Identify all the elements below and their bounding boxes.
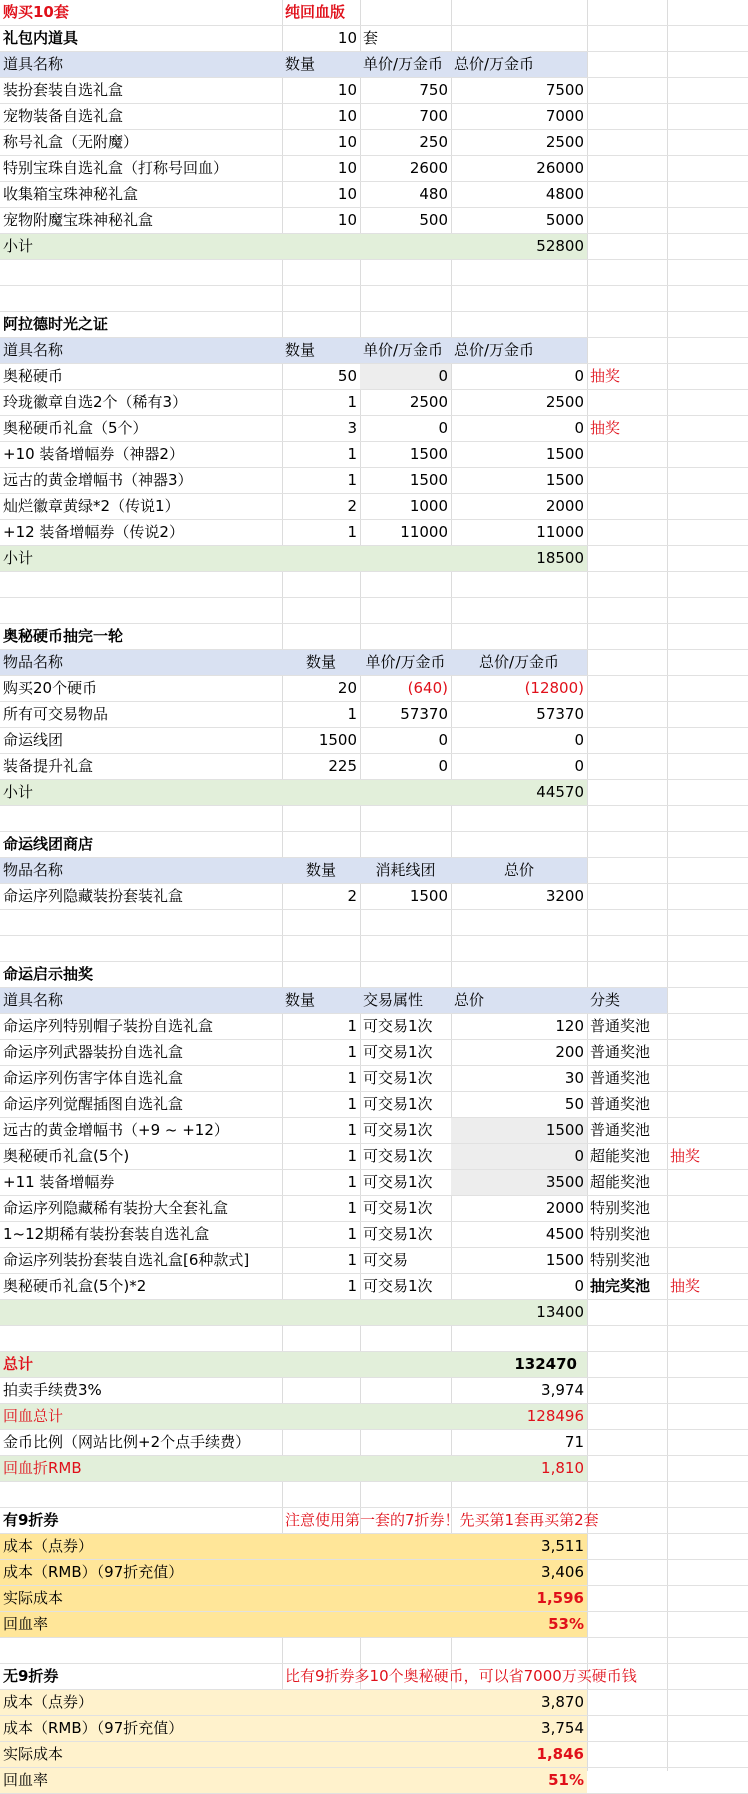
table-row [0,1066,748,1092]
cell[interactable]: 3,974 [541,1381,584,1399]
table-row [0,1196,748,1222]
cell[interactable]: 3,870 [541,1693,584,1711]
table-row [0,1222,748,1248]
cell[interactable]: 奥秘硬币礼盒(5个)*2 [3,1277,147,1295]
cell[interactable]: 数量 [285,341,316,359]
cell[interactable]: 命运序列隐藏稀有装扮大全套礼盒 [3,1199,229,1217]
table-row [0,390,748,416]
cell[interactable]: 回血总计 [3,1407,64,1425]
cell[interactable]: 回血折RMB [3,1459,82,1477]
cell[interactable]: 7000 [545,107,584,125]
cell[interactable]: 2000 [545,497,584,515]
cell[interactable]: 2000 [545,1199,584,1217]
cell[interactable]: 命运序列武器装扮自选礼盒 [3,1043,184,1061]
cell[interactable]: 购买10套 [3,3,69,21]
cell[interactable]: 普通奖池 [590,1095,651,1113]
coupon-row [0,1560,748,1586]
cell[interactable]: 可交易1次 [363,1173,433,1191]
cell[interactable]: 1 [347,523,357,541]
cell[interactable]: 交易属性 [363,991,424,1009]
section-title-row [0,832,748,858]
cell[interactable]: 普通奖池 [590,1069,651,1087]
table-row [0,416,748,442]
cell[interactable]: 命运线团 [3,731,64,749]
cell[interactable]: 购买20个硬币 [3,679,98,697]
cell[interactable]: 3500 [545,1173,584,1191]
cell[interactable]: 远古的黄金增幅书（神器3） [3,471,193,489]
cell[interactable]: 回血率 [3,1771,49,1789]
cell[interactable]: 成本（RMB）（97折充值） [3,1719,184,1737]
cell[interactable]: 1000 [409,497,448,515]
cell[interactable]: 物品名称 [3,653,64,671]
cell[interactable]: 750 [419,81,448,99]
table-header-row [0,338,748,364]
blank-row [0,1326,748,1352]
cell[interactable]: 26000 [536,159,584,177]
cell[interactable]: 消耗线团 [375,861,436,879]
cell[interactable]: 0 [574,757,584,775]
cell[interactable]: 1,596 [536,1589,584,1607]
cell[interactable]: 500 [419,211,448,229]
cell[interactable]: 宠物装备自选礼盒 [3,107,124,125]
table-row [0,208,748,234]
cell[interactable]: 命运序列觉醒插图自选礼盒 [3,1095,184,1113]
table-row [0,1014,748,1040]
cell[interactable]: 1 [347,445,357,463]
cell[interactable]: 普通奖池 [590,1017,651,1035]
table-header-row [0,858,748,884]
table-row [0,676,748,702]
blank-row [0,572,748,598]
cell[interactable]: 3,406 [541,1563,584,1581]
cell[interactable]: 总价/万金币 [454,341,535,359]
section-title-row [0,312,748,338]
table-row [0,78,748,104]
cell[interactable]: 特别奖池 [590,1199,651,1217]
cell[interactable]: 50 [337,367,357,385]
cell[interactable]: +10 装备增幅券（神器2） [3,445,184,463]
cell[interactable]: 数量 [305,653,336,671]
cell[interactable]: 1 [347,1017,357,1035]
cell[interactable]: 20 [337,679,357,697]
coupon-row [0,1716,748,1742]
coupon-row [0,1690,748,1716]
cell[interactable]: 奥秘硬币礼盒(5个) [3,1147,130,1165]
cell[interactable]: 128496 [526,1407,584,1425]
cell[interactable]: 120 [555,1017,584,1035]
section-title-row [0,26,748,52]
cell[interactable]: 1500 [409,445,448,463]
subtotal-row [0,1300,748,1326]
cell[interactable]: 抽奖 [670,1277,701,1295]
cell[interactable]: 2 [347,497,357,515]
cell[interactable]: 总价 [503,861,534,879]
cell[interactable]: 250 [419,133,448,151]
title-row [0,0,748,26]
summary-total-row [0,1352,748,1378]
cell[interactable]: 超能奖池 [590,1147,651,1165]
cell[interactable]: 单价/万金币 [363,341,444,359]
cell[interactable]: 53% [548,1615,584,1633]
cell[interactable]: 可交易1次 [363,1017,433,1035]
cell[interactable]: 总价 [454,991,485,1009]
cell[interactable]: 51% [548,1771,584,1789]
cell[interactable]: 总价/万金币 [478,653,560,671]
cell[interactable]: 数量 [285,991,316,1009]
cell[interactable]: 抽奖 [590,419,621,437]
section-title-row [0,624,748,650]
table-row [0,468,748,494]
cell[interactable]: 小计 [3,237,34,255]
cell[interactable]: 71 [564,1433,584,1451]
cell[interactable]: 700 [419,107,448,125]
cell[interactable]: 10 [337,81,357,99]
cell[interactable]: 2500 [545,133,584,151]
table-row [0,702,748,728]
cell[interactable]: 无9折券 [3,1667,59,1685]
cell[interactable]: 命运序列装扮套装自选礼盒[6种款式] [3,1251,250,1269]
cell[interactable]: 10 [337,185,357,203]
cell[interactable]: 0 [574,367,584,385]
cell[interactable]: 200 [555,1043,584,1061]
cell[interactable]: 特别奖池 [590,1251,651,1269]
cell[interactable]: 普通奖池 [590,1121,651,1139]
cell[interactable]: 1 [347,705,357,723]
cell[interactable]: 57370 [400,705,448,723]
cell[interactable]: 总价/万金币 [454,55,535,73]
blank-row [0,286,748,312]
cell[interactable]: 道具名称 [3,991,64,1009]
cell[interactable]: 1 [347,1147,357,1165]
cell[interactable]: 道具名称 [3,341,64,359]
cell[interactable]: 0 [574,1147,584,1165]
cell[interactable]: 装备提升礼盒 [3,757,94,775]
cell[interactable]: 阿拉德时光之证 [3,315,109,333]
cell[interactable]: 抽奖 [590,367,621,385]
cell[interactable]: (12800) [524,679,584,697]
cell[interactable]: 44570 [536,783,584,801]
table-row [0,520,748,546]
cell[interactable]: 成本（点券） [3,1693,94,1711]
cell[interactable]: 奥秘硬币礼盒（5个） [3,419,148,437]
cell[interactable]: 1500 [545,1251,584,1269]
cell[interactable]: 1500 [545,471,584,489]
table-row [0,156,748,182]
cell[interactable]: 5000 [545,211,584,229]
subtotal-row [0,780,748,806]
cell[interactable]: 1 [347,393,357,411]
subtotal-row [0,234,748,260]
cell[interactable]: 可交易1次 [363,1225,433,1243]
blank-row [0,1482,748,1508]
coupon-row [0,1586,748,1612]
cell[interactable]: 实际成本 [3,1745,64,1763]
summary-row [0,1430,748,1456]
cell[interactable]: +12 装备增幅券（传说2） [3,523,184,541]
cell[interactable]: 成本（点券） [3,1537,94,1555]
cell[interactable]: 玲珑徽章自选2个（稀有3） [3,393,188,411]
cell[interactable]: 2600 [409,159,448,177]
cell[interactable]: 1 [347,1199,357,1217]
cell[interactable]: 小计 [3,783,34,801]
cell[interactable]: 1 [347,1225,357,1243]
table-row [0,1118,748,1144]
cell[interactable]: 装扮套装自选礼盒 [3,81,124,99]
cell[interactable]: 0 [574,419,584,437]
cell[interactable]: 物品名称 [3,861,64,879]
cell[interactable]: 普通奖池 [590,1043,651,1061]
cell[interactable]: 1 [347,1173,357,1191]
cell[interactable]: 金币比例（网站比例+2个点手续费） [3,1433,251,1451]
section-title-row [0,962,748,988]
cell[interactable]: 奥秘硬币 [3,367,64,385]
cell[interactable]: 1,810 [541,1459,584,1477]
cell[interactable]: 3200 [545,887,584,905]
cell[interactable]: 远古的黄金增幅书（+9 ~ +12） [3,1121,229,1139]
cell[interactable]: 1 [347,1095,357,1113]
cell[interactable]: 225 [328,757,357,775]
cell[interactable]: 有9折券 [3,1511,59,1529]
cell[interactable]: 3,511 [541,1537,584,1555]
cell[interactable]: 命运序列隐藏装扮套装礼盒 [3,887,184,905]
cell[interactable]: 实际成本 [3,1589,64,1607]
cell[interactable]: 10 [337,159,357,177]
cell[interactable]: 11000 [536,523,584,541]
cell[interactable]: +11 装备增幅券 [3,1173,115,1191]
cell[interactable]: 1500 [409,887,448,905]
cell[interactable]: 13400 [536,1303,584,1321]
cell[interactable]: 0 [438,367,448,385]
cell[interactable]: 0 [574,1277,584,1295]
cell[interactable]: 命运序列特别帽子装扮自选礼盒 [3,1017,214,1035]
cell[interactable]: 命运启示抽奖 [3,965,94,983]
coupon-title-row [0,1664,748,1690]
cell[interactable]: 礼包内道具 [3,29,79,47]
cell[interactable]: 可交易1次 [363,1121,433,1139]
cell[interactable]: 回血率 [3,1615,49,1633]
cell[interactable]: 57370 [536,705,584,723]
blank-row [0,598,748,624]
summary-row [0,1456,748,1482]
blank-row [0,1638,748,1664]
cell[interactable]: 所有可交易物品 [3,705,109,723]
cell[interactable]: 52800 [536,237,584,255]
cell[interactable]: 4500 [545,1225,584,1243]
blank-row [0,936,748,962]
blank-row [0,260,748,286]
coupon-row [0,1742,748,1768]
cell[interactable]: 宠物附魔宝珠神秘礼盒 [3,211,154,229]
cell[interactable]: 可交易1次 [363,1069,433,1087]
cell[interactable]: 奥秘硬币抽完一轮 [3,627,124,645]
cell[interactable]: 数量 [285,55,316,73]
cell[interactable]: 特别奖池 [590,1225,651,1243]
cell[interactable]: 1 [347,1251,357,1269]
cell[interactable]: 1500 [318,731,357,749]
cell[interactable]: (640) [407,679,448,697]
cell[interactable]: 3,754 [541,1719,584,1737]
table-row [0,1170,748,1196]
table-row [0,442,748,468]
cell[interactable]: 1500 [409,471,448,489]
coupon-row [0,1612,748,1638]
cell[interactable]: 拍卖手续费3% [3,1381,102,1399]
table-row [0,728,748,754]
cell[interactable]: 50 [564,1095,584,1113]
cell[interactable]: 称号礼盒（无附魔） [3,133,139,151]
cell[interactable]: 灿烂徽章黄绿*2（传说1） [3,497,180,515]
table-header-row [0,650,748,676]
table-row [0,1092,748,1118]
table-row [0,1040,748,1066]
cell[interactable]: 可交易1次 [363,1043,433,1061]
cell[interactable]: 分类 [590,991,621,1009]
blank-row [0,806,748,832]
cell[interactable]: 10 [337,133,357,151]
cell[interactable]: 0 [574,731,584,749]
cell[interactable]: 132470 [514,1355,577,1373]
cell[interactable]: 总计 [3,1355,34,1373]
cell[interactable]: 7500 [545,81,584,99]
cell[interactable]: 480 [419,185,448,203]
table-row [0,1144,748,1170]
table-row [0,1248,748,1274]
table-row [0,754,748,780]
cell[interactable]: 1,846 [536,1745,584,1763]
cell[interactable]: 1 [347,1069,357,1087]
cell[interactable]: 11000 [400,523,448,541]
cell[interactable]: 可交易 [363,1251,409,1269]
cell[interactable]: 收集箱宝珠神秘礼盒 [3,185,139,203]
summary-row [0,1378,748,1404]
table-row [0,884,748,910]
cell[interactable]: 数量 [305,861,336,879]
cell[interactable]: 2 [347,887,357,905]
coupon-row [0,1534,748,1560]
cell[interactable]: 抽完奖池 [590,1277,651,1295]
cell[interactable]: 0 [438,731,448,749]
cell[interactable]: 纯回血版 [285,3,346,21]
table-row [0,494,748,520]
cell[interactable]: 抽奖 [670,1147,701,1165]
cell[interactable]: 30 [564,1069,584,1087]
subtotal-row [0,546,748,572]
cell[interactable]: 1 [347,1121,357,1139]
cell[interactable]: 命运序列伤害字体自选礼盒 [3,1069,184,1087]
cell[interactable]: 1 [347,471,357,489]
blank-row [0,910,748,936]
cell[interactable]: 成本（RMB）（97折充值） [3,1563,184,1581]
table-header-row [0,52,748,78]
cell[interactable]: 可交易1次 [363,1147,433,1165]
cell[interactable]: 比有9折券多10个奥秘硬币，可以省7000万买硬币钱 [285,1667,637,1685]
cell[interactable]: 4800 [545,185,584,203]
cell[interactable]: 道具名称 [3,55,64,73]
cell[interactable]: 1~12期稀有装扮套装自选礼盒 [3,1225,210,1243]
cell[interactable]: 可交易1次 [363,1199,433,1217]
cell[interactable]: 10 [337,211,357,229]
cell[interactable]: 小计 [3,549,34,567]
cell[interactable]: 18500 [536,549,584,567]
table-row [0,364,748,390]
cell[interactable]: 套 [363,29,379,47]
cell[interactable]: 注意使用第一套的7折券！先买第1套再买第2套 [285,1511,599,1529]
cell[interactable]: 10 [337,29,357,47]
cell[interactable]: 0 [438,757,448,775]
cell[interactable]: 3 [347,419,357,437]
cell[interactable]: 10 [337,107,357,125]
cell[interactable]: 单价/万金币 [365,653,446,671]
cell[interactable]: 超能奖池 [590,1173,651,1191]
cell[interactable]: 单价/万金币 [363,55,444,73]
cell[interactable]: 1500 [545,445,584,463]
table-row [0,130,748,156]
cell[interactable]: 2500 [409,393,448,411]
cell[interactable]: 命运线团商店 [3,835,94,853]
cell[interactable]: 2500 [545,393,584,411]
coupon-title-row [0,1508,748,1534]
cell[interactable]: 1 [347,1043,357,1061]
cell[interactable]: 特别宝珠自选礼盒（打称号回血） [3,159,229,177]
coupon-row [0,1768,748,1794]
table-row [0,104,748,130]
cell[interactable]: 可交易1次 [363,1277,433,1295]
cell[interactable]: 1 [347,1277,357,1295]
cell[interactable]: 1500 [545,1121,584,1139]
table-row [0,182,748,208]
summary-row [0,1404,748,1430]
cell[interactable]: 0 [438,419,448,437]
cell[interactable]: 可交易1次 [363,1095,433,1113]
table-row [0,1274,748,1300]
table-header-row [0,988,748,1014]
